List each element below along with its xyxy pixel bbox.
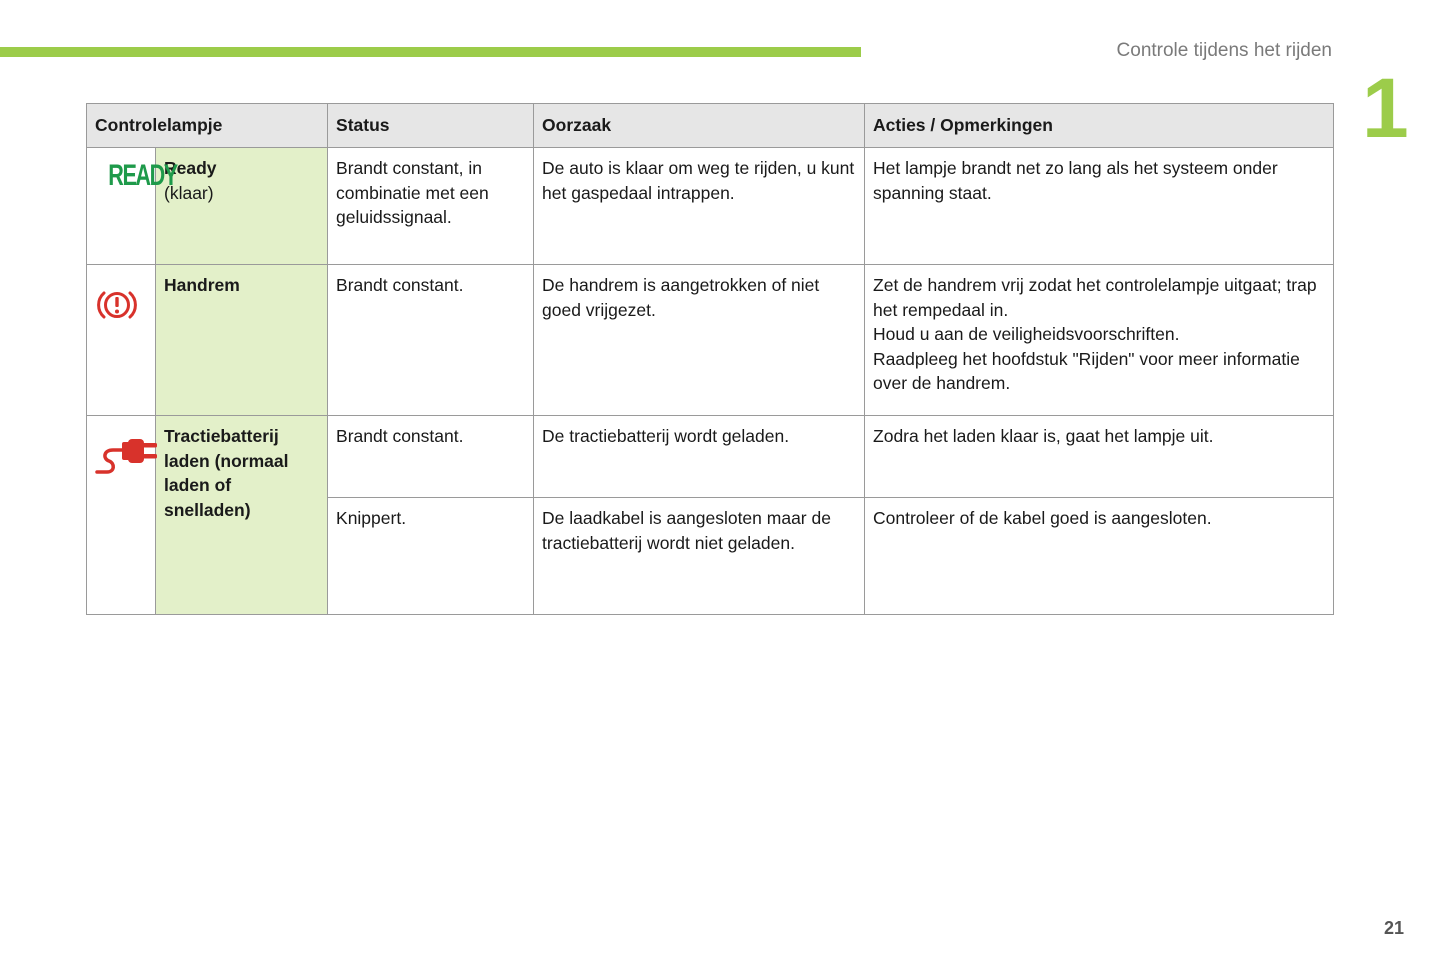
action-line: Zet de handrem vrij zodat het controlelampje uitgaat; trap het rempedaal in. <box>873 275 1317 320</box>
column-header-acties: Acties / Opmerkingen <box>865 104 1334 148</box>
lamp-name: Handrem <box>164 275 240 295</box>
handbrake-icon-cell <box>87 265 156 416</box>
ready-icon: READY <box>108 159 177 192</box>
cause-cell: De auto is klaar om weg te rijden, u kunt het gaspedaal intrappen. <box>534 148 865 265</box>
charging-icon-cell <box>87 416 156 615</box>
actions-cell <box>865 265 1334 416</box>
column-header-controlelampje: Controlelampje <box>87 104 328 148</box>
lamp-name-cell <box>156 265 328 416</box>
lamp-name-cell <box>156 416 328 615</box>
lamp-name: Ready <box>164 158 217 178</box>
action-line: Raadpleeg het hoofdstuk "Rijden" voor meer informatie over de handrem. <box>873 348 1300 393</box>
table-header-row <box>87 104 1334 148</box>
action-line: Houd u aan de veiligheidsvoorschriften. <box>873 324 1180 344</box>
header-accent-bar <box>0 47 861 57</box>
warning-lights-table <box>86 103 1334 615</box>
column-header-status: Status <box>328 104 534 148</box>
status-cell: Brandt constant. <box>328 265 534 416</box>
table-row <box>87 148 1334 265</box>
action-line: Zodra het laden klaar is, gaat het lampje uit. <box>873 426 1214 446</box>
status-cell: Brandt constant, in combinatie met een geluidssignaal. <box>328 148 534 265</box>
action-line: Controleer of de kabel goed is aangesloten. <box>873 508 1212 528</box>
actions-cell <box>865 498 1334 615</box>
handbrake-warning-icon <box>95 287 139 323</box>
chapter-number: 1 <box>1362 61 1409 155</box>
charging-plug-icon <box>95 436 161 476</box>
table-row <box>87 416 1334 498</box>
lamp-name-cell <box>156 148 328 265</box>
action-line: Het lampje brandt net zo lang als het systeem onder spanning staat. <box>873 158 1278 203</box>
status-cell: Brandt constant. <box>328 416 534 498</box>
cause-cell: De handrem is aangetrokken of niet goed vrijgezet. <box>534 265 865 416</box>
cause-cell: De tractiebatterij wordt geladen. <box>534 416 865 498</box>
table-row <box>87 265 1334 416</box>
actions-cell <box>865 416 1334 498</box>
lamp-name-sub: (klaar) <box>164 182 214 203</box>
status-cell: Knippert. <box>328 498 534 615</box>
column-header-oorzaak: Oorzaak <box>534 104 865 148</box>
cause-cell: De laadkabel is aangesloten maar de tractiebatterij wordt niet geladen. <box>534 498 865 615</box>
page-number: 21 <box>1383 918 1404 938</box>
ready-icon-cell <box>87 148 177 265</box>
actions-cell <box>865 148 1334 265</box>
section-title: Controle tijdens het rijden <box>1116 40 1332 61</box>
lamp-name: Tractiebatterij laden (normaal laden of snelladen) <box>164 426 289 520</box>
